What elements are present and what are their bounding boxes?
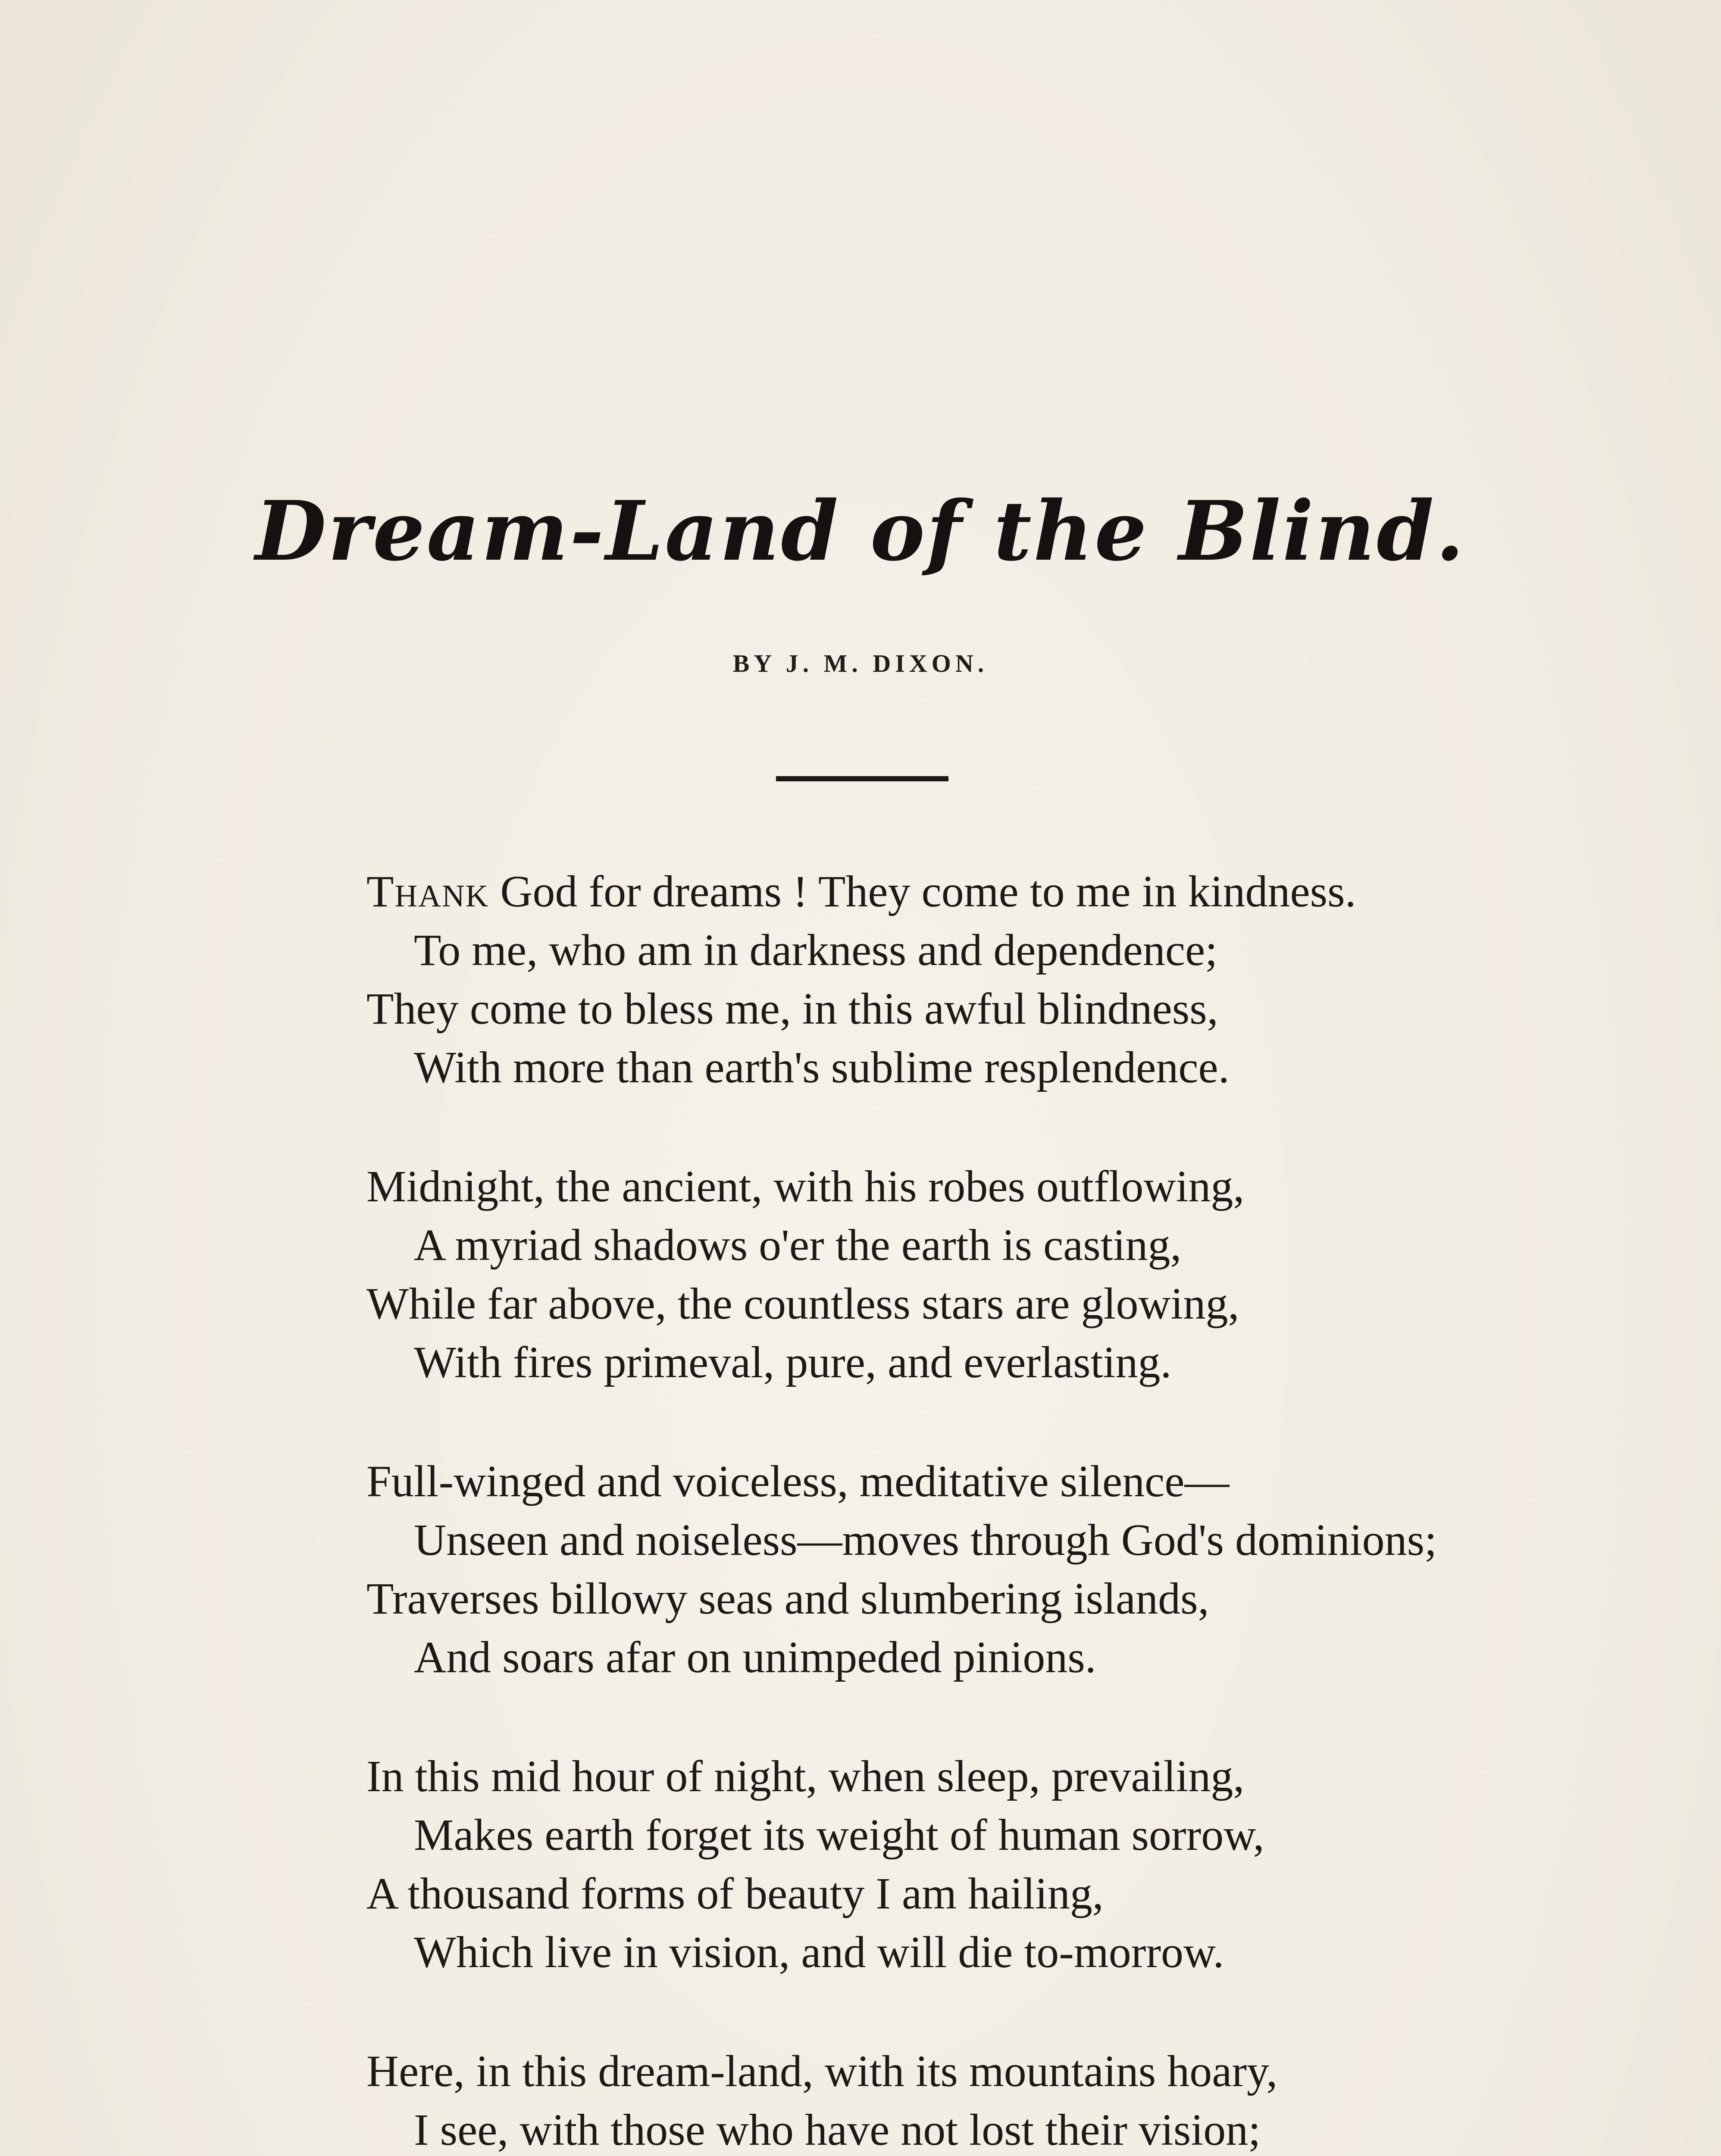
- poem-line: I see, with those who have not lost their vision;: [414, 2105, 1261, 2155]
- poem-line: A myriad shadows o'er the earth is casting,: [414, 1220, 1182, 1270]
- title-divider: [776, 776, 948, 781]
- poem-line: While far above, the countless stars are glowing,: [366, 1279, 1239, 1329]
- poem-title: Dream-Land of the Blind.: [255, 483, 1466, 579]
- poem-line: And soars afar on unimpeded pinions.: [414, 1633, 1096, 1682]
- poem-line: Here, in this dream-land, with its mountains hoary,: [366, 2046, 1278, 2096]
- stanza-5: [366, 2042, 1638, 2156]
- poem-line: Which live in vision, and will die to-morrow.: [414, 1927, 1224, 1977]
- author-byline: BY J. M. DIXON.: [732, 649, 989, 677]
- poem-body: [366, 862, 1638, 2156]
- poem-line: Unseen and noiseless—moves through God's dominions;: [414, 1515, 1437, 1565]
- stanza-4: [366, 1747, 1638, 1982]
- poem-line: Full-winged and voiceless, meditative silence—: [366, 1457, 1230, 1506]
- poem-line: With fires primeval, pure, and everlasting.: [414, 1338, 1172, 1387]
- poem-line: A thousand forms of beauty I am hailing,: [366, 1869, 1104, 1918]
- first-word: Thank: [366, 867, 489, 916]
- poem-line: [366, 862, 1638, 921]
- poem-line: Makes earth forget its weight of human sorrow,: [414, 1810, 1264, 1860]
- poem-line: To me, who am in darkness and dependence;: [414, 925, 1218, 975]
- poem-line: In this mid hour of night, when sleep, prevailing,: [366, 1752, 1245, 1801]
- poem-line: Traverses billowy seas and slumbering islands,: [366, 1574, 1209, 1623]
- stanza-3: [366, 1452, 1638, 1687]
- stanza-2: [366, 1157, 1638, 1392]
- poem-line: Midnight, the ancient, with his robes outflowing,: [366, 1162, 1245, 1211]
- poem-line: They come to bless me, in this awful blindness,: [366, 984, 1218, 1034]
- line-rest: God for dreams ! They come to me in kindness.: [489, 867, 1356, 916]
- poem-line: With more than earth's sublime resplendence.: [414, 1043, 1230, 1092]
- stanza-1: [366, 862, 1638, 1097]
